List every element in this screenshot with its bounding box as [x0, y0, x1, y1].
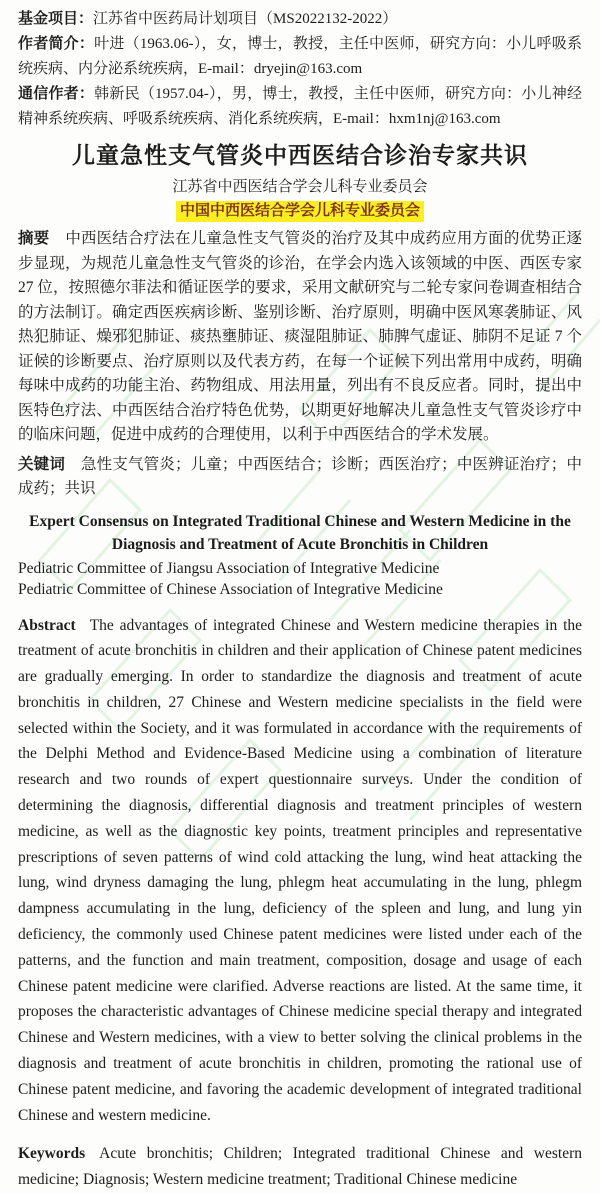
fund-project-text: 江苏省中医药局计划项目（MS2022132-2022）	[93, 11, 398, 27]
keywords-english-label: Keywords	[18, 1145, 86, 1163]
keywords-chinese	[18, 453, 582, 502]
abstract-english-label: Abstract	[18, 616, 76, 634]
abstract-chinese-label: 摘要	[18, 230, 50, 247]
corresponding-author-line	[18, 82, 582, 132]
affiliation-chinese-1: 江苏省中西医结合学会儿科专业委员会	[172, 179, 428, 195]
abstract-chinese	[18, 227, 582, 448]
corresponding-author-text: 韩新民（1957.04-），男，博士，教授，主任中医师，研究方向：小儿神经精神系统疾病、呼吸系统疾病、消化系统疾病，E-mail：hxm1nj@163.com	[18, 86, 582, 127]
keywords-english	[18, 1141, 582, 1193]
affiliation-chinese-2-row	[18, 200, 582, 222]
abstract-english	[18, 613, 582, 1129]
title-english: Expert Consensus on Integrated Traditional Chinese and Western Medicine in the Diagnosis and Treatment of Acute Bronchitis in Children	[29, 512, 571, 553]
author-bio-label: 作者简介：	[18, 36, 95, 52]
abstract-english-text: The advantages of integrated Chinese and Western medicine therapies in the treatment of acute bronchitis in children and their application of Chinese patent medicines are gradually emerging. In order to standardize the diagnosis and treatment of acute bronchitis in children, 27 Chinese and Western medicine specialists in the field were selected within the Society, and it was formulated in accordance with the requirements of the Delphi Method and Evidence-Based Medicine using a combination of literature research and two rounds of expert questionnaire surveys. Under the condition of determining the diagnosis, differential diagnosis and treatment principles of western medicine, as well as the diagnostic key points, treatment principles and representative prescriptions of seven patterns of wind cold attacking the lung, wind heat attacking the lung, wind dryness damaging the lung, phlegm heat accumulating in the lung, phlegm dampness accumulating in the lung, deficiency of the spleen and lung, and lung yin deficiency, the commonly used Chinese patent medicines were listed under each of the patterns, and the function and main treatment, composition, dosage and usage of each Chinese patent medicine were clarified. Adverse reactions are listed. At the same time, it proposes the characteristic advantages of Chinese medicine special therapy and integrated Chinese and Western medicines, with a view to better solving the clinical problems in the diagnosis and treatment of acute bronchitis in children, promoting the rational use of Chinese patent medicine, and favoring the academic development of integrated traditional Chinese and western medicine.	[18, 616, 582, 1124]
fund-project-line	[18, 7, 582, 32]
affiliation-chinese-2-highlighted: 中国中西医结合学会儿科专业委员会	[176, 201, 424, 222]
affiliation-english-1: Pediatric Committee of Jiangsu Association of Integrative Medicine	[18, 559, 440, 577]
corresponding-author-label: 通信作者：	[18, 86, 95, 102]
title-chinese: 儿童急性支气管炎中西医结合诊治专家共识	[72, 143, 528, 168]
keywords-chinese-label: 关键词	[18, 455, 65, 473]
affiliation-english-2: Pediatric Committee of Chinese Association of Integrative Medicine	[18, 580, 443, 598]
author-bio-line	[18, 32, 582, 82]
keywords-english-text: Acute bronchitis; Children; Integrated traditional Chinese and western medicine; Diagnosis; Western medicine treatment; Traditional Chinese medicine	[18, 1145, 582, 1189]
header-meta	[18, 7, 582, 132]
keywords-chinese-text: 急性支气管炎；儿童；中西医结合；诊断；西医治疗；中医辨证治疗；中成药；共识	[18, 455, 582, 497]
abstract-chinese-text: 中西医结合疗法在儿童急性支气管炎的治疗及其中成药应用方面的优势正逐步显现，为规范儿童急性支气管炎的诊治，在学会内选入该领域的中医、西医专家 27 位，按照德尔菲法和循证医学的要求，采用文献研究与二轮专家问卷调查相结合的方法制订。确定西医疾病诊断、鉴别诊断、治疗原则，明确中医风寒袭肺证、风热犯肺证、燥邪犯肺证、痰热壅肺证、痰湿阻肺证、肺脾气虚证、肺阴不足证 7 个证候的诊断要点、治疗原则以及代表方药，在每一个证候下列出常用中成药，明确每味中成药的功能主治、药物组成、用法用量，列出有不良反应者。同时，提出中医特色疗法、中西医结合治疗特色优势，以期更好地解决儿童急性支气管炎诊疗中的临床问题，促进中成药的合理使用，以利于中西医结合的学术发展。	[18, 230, 582, 443]
fund-project-label: 基金项目：	[18, 11, 94, 27]
author-bio-text: 叶进（1963.06-），女，博士，教授，主任中医师，研究方向：小儿呼吸系统疾病、内分泌系统疾病，E-mail：dryejin@163.com	[18, 36, 582, 77]
